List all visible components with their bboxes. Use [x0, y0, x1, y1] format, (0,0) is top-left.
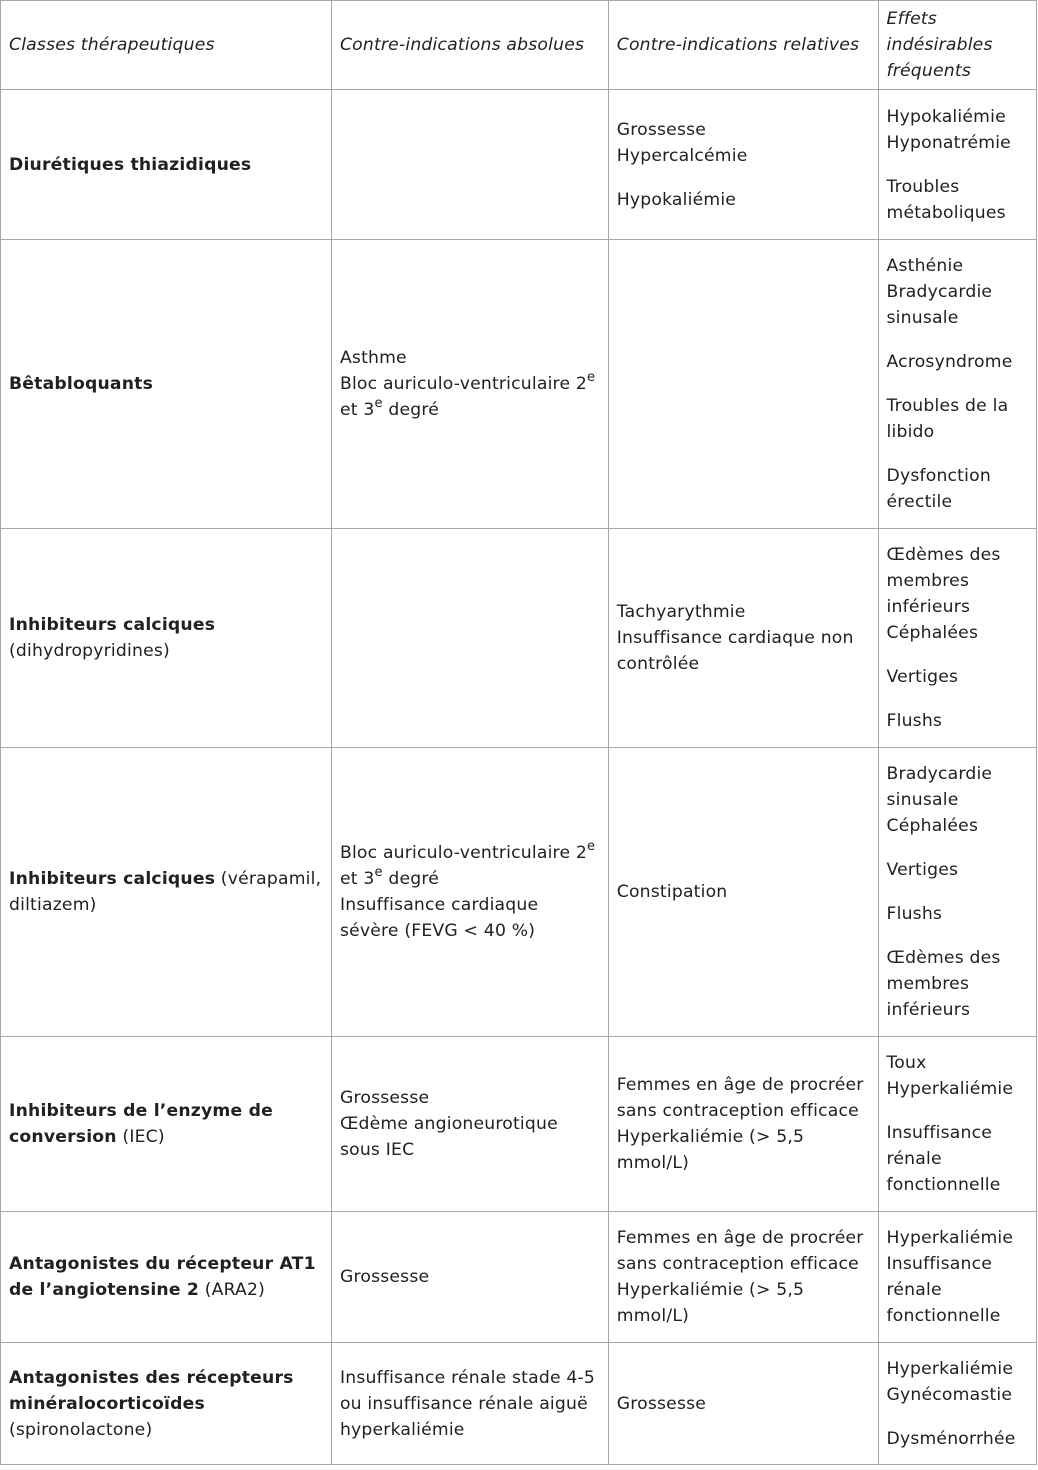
class-name: Bêtabloquants: [9, 374, 153, 394]
class-cell: [1, 1343, 332, 1465]
header-classes: Classes thérapeutiques: [1, 1, 332, 90]
list-item: Troubles de la libido: [886, 396, 1009, 442]
effects-cell: [878, 1343, 1036, 1465]
relative-cell: [608, 748, 878, 1037]
class-cell: [1, 529, 332, 748]
list-item: Dysfonction érectile: [886, 466, 991, 512]
class-cell: [1, 1212, 332, 1343]
class-name: Antagonistes des récepteurs minéralocorticoïdes: [9, 1367, 294, 1414]
effects-cell: [878, 90, 1036, 240]
list-item: Acrosyndrome: [886, 352, 1013, 372]
list-item: Œdèmes des membres inférieurs: [886, 948, 1001, 1020]
class-detail: (dihydropyridines): [9, 641, 170, 661]
list-item: Œdèmes des membres inférieurs: [886, 545, 1001, 617]
header-relative: Contre-indications relatives: [608, 1, 878, 90]
list-item: Hyperkaliémie (> 5,5 mmol/L): [616, 1127, 805, 1173]
list-item: Troubles métaboliques: [886, 176, 1006, 223]
relative-cell: [608, 1212, 878, 1343]
class-name: Inhibiteurs calciques: [9, 869, 216, 889]
header-effects: Effets indésirables fréquents: [878, 1, 1036, 90]
list-item: Hyperkaliémie (> 5,5 mmol/L): [616, 1280, 805, 1326]
table-row: [1, 90, 1037, 240]
list-item: Insuffisance rénale stade 4-5 ou insuffisance rénale aiguë hyperkaliémie: [339, 1367, 596, 1440]
relative-cell: [608, 1037, 878, 1212]
relative-cell: [608, 529, 878, 748]
list-item: Tachyarythmie: [616, 602, 746, 622]
list-item: Asthénie: [886, 256, 964, 276]
list-item: Dysménorrhée: [886, 1428, 1016, 1449]
class-name: Inhibiteurs calciques: [9, 615, 216, 635]
list-item: Insuffisance rénale fonctionnelle: [886, 1254, 1001, 1326]
list-item: Constipation: [616, 882, 728, 902]
list-item: Bloc auriculo-ventriculaire 2e et 3e degré: [339, 839, 596, 889]
class-detail: (vérapamil, diltiazem): [9, 869, 322, 915]
header-absolute: Contre-indications absolues: [331, 1, 608, 90]
list-item: Asthme: [339, 348, 407, 368]
list-item: Gynécomastie: [886, 1384, 1013, 1405]
list-item: Hypokaliémie: [886, 106, 1006, 127]
list-item: Grossesse: [616, 1393, 707, 1414]
absolute-cell: [331, 1037, 608, 1212]
list-item: Hyperkaliémie: [886, 1079, 1014, 1099]
class-detail: (ARA2): [199, 1280, 266, 1300]
list-item: Céphalées: [886, 623, 979, 643]
list-item: Grossesse: [339, 1267, 430, 1287]
absolute-cell: [331, 529, 608, 748]
table-row: [1, 748, 1037, 1037]
list-item: Toux: [886, 1053, 927, 1073]
list-item: Hyponatrémie: [886, 132, 1011, 153]
list-item: Bloc auriculo-ventriculaire 2e et 3e degré: [339, 370, 596, 420]
effects-cell: [878, 1212, 1036, 1343]
class-detail: (IEC): [116, 1127, 165, 1147]
table-row: [1, 1343, 1037, 1465]
list-item: Insuffisance cardiaque non contrôlée: [616, 628, 854, 674]
relative-cell: [608, 240, 878, 529]
list-item: Hyperkaliémie: [886, 1358, 1014, 1379]
list-item: Hypokaliémie: [616, 189, 737, 210]
table-row: [1, 1037, 1037, 1212]
absolute-cell: [331, 1212, 608, 1343]
class-name: Inhibiteurs de l’enzyme de conversion: [9, 1101, 273, 1147]
table-row: [1, 529, 1037, 748]
absolute-cell: [331, 1343, 608, 1465]
list-item: Céphalées: [886, 816, 979, 836]
class-name: Diurétiques thiazidiques: [9, 154, 252, 175]
effects-cell: [878, 1037, 1036, 1212]
list-item: Grossesse: [616, 119, 707, 140]
absolute-cell: [331, 240, 608, 529]
absolute-cell: [331, 748, 608, 1037]
class-cell: [1, 748, 332, 1037]
class-cell: [1, 1037, 332, 1212]
list-item: Femmes en âge de procréer sans contraception efficace: [616, 1228, 864, 1274]
class-cell: [1, 90, 332, 240]
table-header-row: [1, 1, 1037, 90]
list-item: Flushs: [886, 711, 943, 731]
class-name: Antagonistes du récepteur AT1 de l’angiotensine 2: [9, 1254, 316, 1300]
list-item: Flushs: [886, 904, 943, 924]
class-cell: [1, 240, 332, 529]
list-item: Hypercalcémie: [616, 145, 748, 166]
list-item: Grossesse: [339, 1088, 430, 1108]
absolute-cell: [331, 90, 608, 240]
table-row: [1, 1212, 1037, 1343]
list-item: Bradycardie sinusale: [886, 282, 993, 328]
list-item: Vertiges: [886, 860, 959, 880]
list-item: Insuffisance rénale fonctionnelle: [886, 1123, 1001, 1195]
effects-cell: [878, 529, 1036, 748]
list-item: Insuffisance cardiaque sévère (FEVG < 40 %): [339, 895, 539, 941]
list-item: Femmes en âge de procréer sans contraception efficace: [616, 1075, 864, 1121]
effects-cell: [878, 748, 1036, 1037]
list-item: Bradycardie sinusale: [886, 764, 993, 810]
class-detail: (spironolactone): [9, 1419, 153, 1440]
relative-cell: [608, 1343, 878, 1465]
table-row: [1, 240, 1037, 529]
list-item: Hyperkaliémie: [886, 1228, 1014, 1248]
list-item: Vertiges: [886, 667, 959, 687]
effects-cell: [878, 240, 1036, 529]
relative-cell: [608, 90, 878, 240]
list-item: Œdème angioneurotique sous IEC: [339, 1114, 558, 1160]
